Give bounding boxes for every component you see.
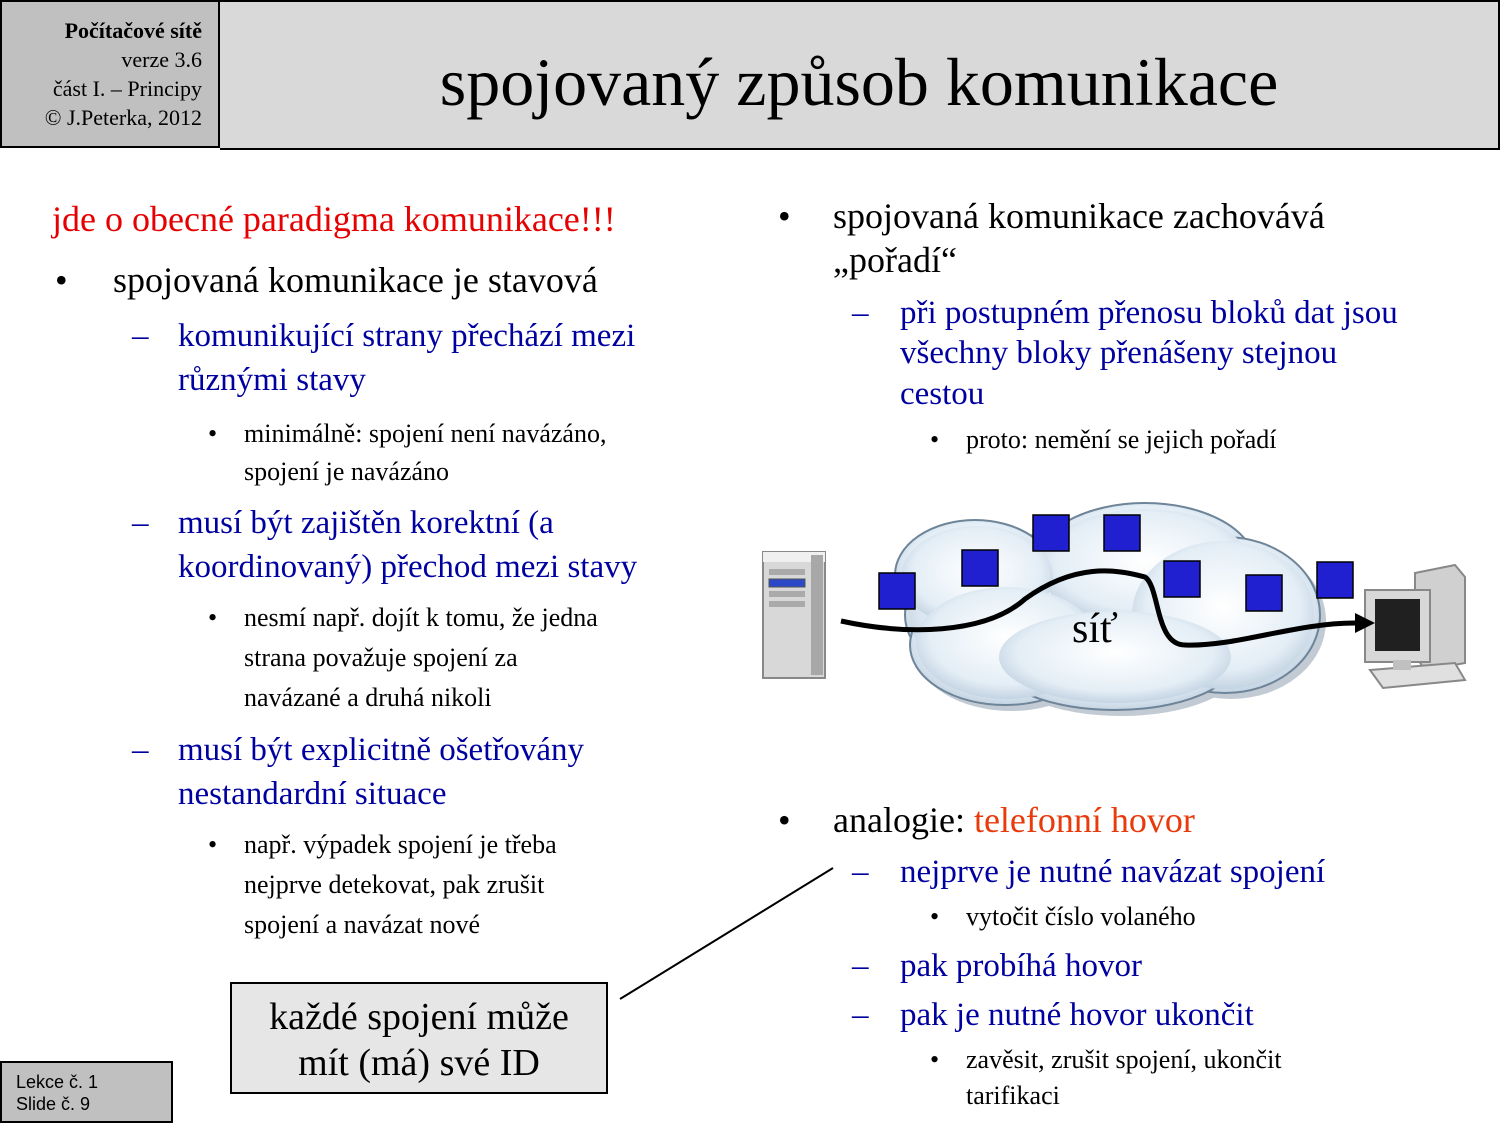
right-bullet-1-line-2: „pořadí“ — [833, 240, 957, 280]
sub-bullet-dot: • — [930, 902, 940, 931]
right-dash-2: nejprve je nutné navázat spojení — [900, 854, 1326, 890]
data-packet — [1033, 515, 1069, 551]
left-sub-2-line-1: nesmí např. dojít k tomu, že jedna — [244, 603, 598, 632]
left-dash-2-line-2: koordinovaný) přechod mezi stavy — [178, 549, 638, 585]
right-sub-2: vytočit číslo volaného — [966, 902, 1196, 931]
dash-marker: – — [852, 854, 869, 890]
sub-bullet-dot: • — [208, 419, 218, 448]
left-dash-3-line-2: nestandardní situace — [178, 776, 447, 812]
left-sub-3-line-3: spojení a navázat nové — [244, 910, 481, 939]
left-dash-1-line-1: komunikující strany přechází mezi — [178, 318, 636, 354]
left-sub-2-line-2: strana považuje spojení za — [244, 643, 518, 672]
data-packet — [879, 573, 915, 609]
right-bullet-1-line-1: spojovaná komunikace zachovává — [833, 196, 1325, 236]
part-label: část I. – Principy — [52, 76, 202, 101]
dash-marker: – — [852, 997, 869, 1033]
right-dash-4: pak je nutné hovor ukončit — [900, 997, 1254, 1033]
callout-line-2: mít (má) své ID — [298, 1042, 540, 1084]
dash-marker: – — [852, 948, 869, 984]
bullet-dot: • — [778, 196, 791, 236]
data-packet — [1317, 562, 1353, 598]
header-info-box — [0, 0, 220, 148]
network-diagram — [755, 495, 1500, 730]
left-dash-1-line-2: různými stavy — [178, 362, 366, 398]
left-sub-3-line-2: nejprve detekovat, pak zrušit — [244, 870, 545, 899]
sub-bullet-dot: • — [208, 603, 218, 632]
data-packet — [1246, 575, 1282, 611]
version-label: verze 3.6 — [121, 47, 202, 72]
intro-text: jde o obecné paradigma komunikace!!! — [52, 199, 616, 239]
slide-number-box — [0, 1061, 173, 1123]
sub-bullet-dot: • — [930, 425, 940, 454]
dash-marker: – — [132, 732, 149, 768]
data-packet — [1164, 561, 1200, 597]
right-sub-4-line-2: tarifikaci — [966, 1081, 1060, 1110]
callout-connector — [615, 862, 840, 1002]
right-dash-3: pak probíhá hovor — [900, 948, 1142, 984]
slide-title: spojovaný způsob komunikace — [439, 44, 1279, 120]
dash-marker: – — [132, 505, 149, 541]
left-sub-1-line-1: minimálně: spojení není navázáno, — [244, 419, 607, 448]
bullet-dot: • — [55, 260, 68, 300]
right-dash-1-line-1: při postupném přenosu bloků dat jsou — [900, 295, 1398, 331]
left-sub-2-line-3: navázané a druhá nikoli — [244, 683, 492, 712]
left-sub-1-line-2: spojení je navázáno — [244, 457, 450, 486]
left-dash-2-line-1: musí být zajištěn korektní (a — [178, 505, 554, 541]
sub-bullet-dot: • — [930, 1045, 940, 1074]
right-bullet-2 — [833, 798, 1195, 842]
dash-marker: – — [132, 318, 149, 354]
right-sub-4-line-1: zavěsit, zrušit spojení, ukončit — [966, 1045, 1282, 1074]
slide-label: Slide č. 9 — [16, 1094, 91, 1114]
data-packet — [962, 550, 998, 586]
right-dash-1-line-2: všechny bloky přenášeny stejnou — [900, 335, 1338, 371]
left-sub-3-line-1: např. výpadek spojení je třeba — [244, 830, 557, 859]
bullet-dot: • — [778, 800, 791, 840]
right-sub-1: proto: nemění se jejich pořadí — [966, 425, 1277, 454]
analogy-highlight: telefonní hovor — [973, 800, 1195, 840]
analogy-prefix: analogie: — [833, 800, 974, 840]
cloud-label: síť — [1072, 606, 1118, 652]
dash-marker: – — [852, 295, 869, 331]
sub-bullet-dot: • — [208, 830, 218, 859]
right-dash-1-line-3: cestou — [900, 376, 985, 412]
server-icon — [763, 552, 825, 678]
course-name: Počítačové sítě — [64, 18, 202, 43]
lesson-label: Lekce č. 1 — [16, 1072, 99, 1092]
connection-id-callout — [230, 982, 608, 1094]
title-bar — [220, 0, 1500, 150]
callout-line-1: každé spojení může — [269, 996, 569, 1038]
left-bullet-1: spojovaná komunikace je stavová — [113, 260, 598, 300]
copyright-label: © J.Peterka, 2012 — [44, 105, 202, 130]
left-dash-3-line-1: musí být explicitně ošetřovány — [178, 732, 585, 768]
data-packet — [1104, 515, 1140, 551]
computer-icon — [1365, 565, 1465, 688]
